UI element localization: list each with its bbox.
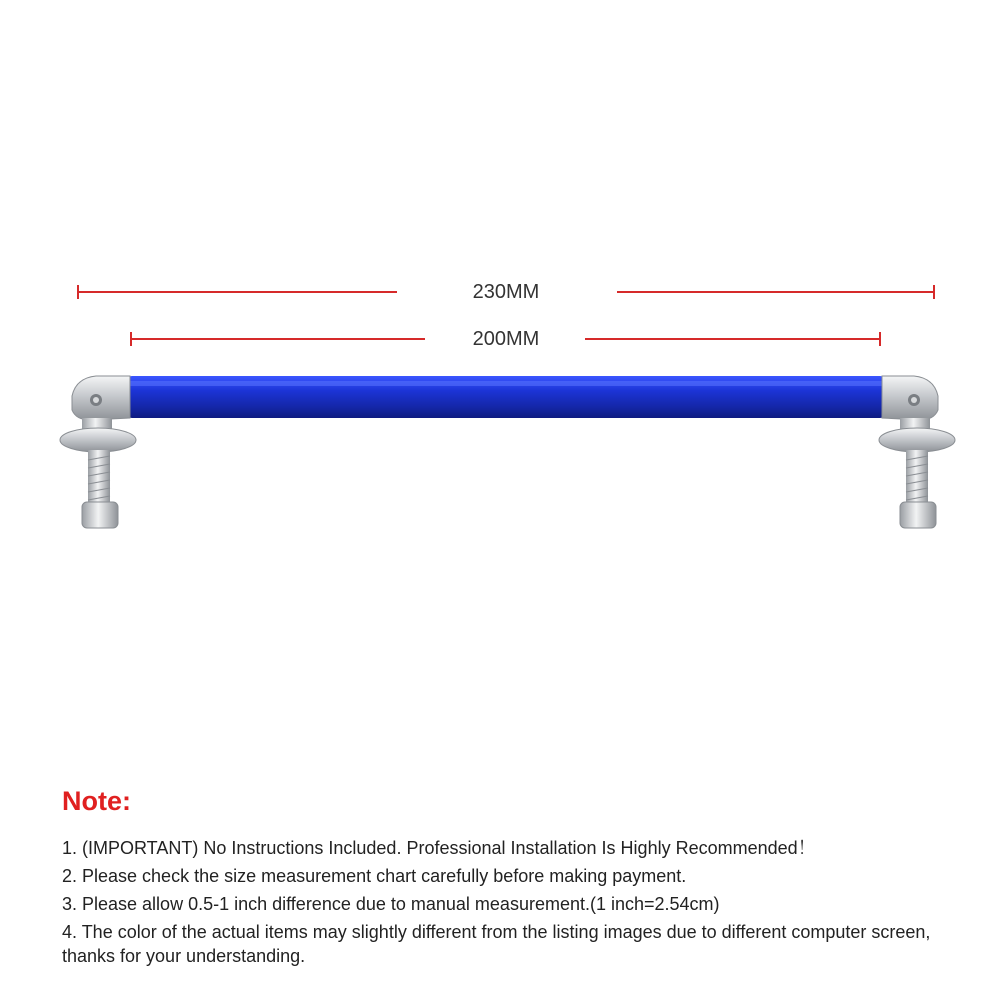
outer-dimension-label: 230MM xyxy=(472,281,540,303)
note-title: Note: xyxy=(62,786,131,816)
inner-dim-right-tick xyxy=(879,332,881,346)
left-end-fitting xyxy=(60,376,136,528)
note-item-4: 4. The color of the actual items may slightly different from the listing images due to different computer screen, thanks for your understanding. xyxy=(62,922,931,966)
note-item-3: 3. Please allow 0.5-1 inch difference due to manual measurement.(1 inch=2.54cm) xyxy=(62,894,720,914)
note-item-2: 2. Please check the size measurement chart carefully before making payment. xyxy=(62,866,687,886)
inner-dimension-label: 200MM xyxy=(472,328,540,350)
note-item-1: 1. (IMPORTANT) No Instructions Included. Professional Installation Is Highly Recommended！ xyxy=(62,838,816,858)
product-image xyxy=(0,360,1000,540)
outer-dim-right-line xyxy=(617,291,935,293)
right-end-fitting xyxy=(879,376,955,528)
outer-dim-right-tick xyxy=(933,285,935,299)
inner-dim-right-line xyxy=(585,338,881,340)
outer-dim-left-line xyxy=(77,291,397,293)
inner-dim-left-line xyxy=(130,338,425,340)
